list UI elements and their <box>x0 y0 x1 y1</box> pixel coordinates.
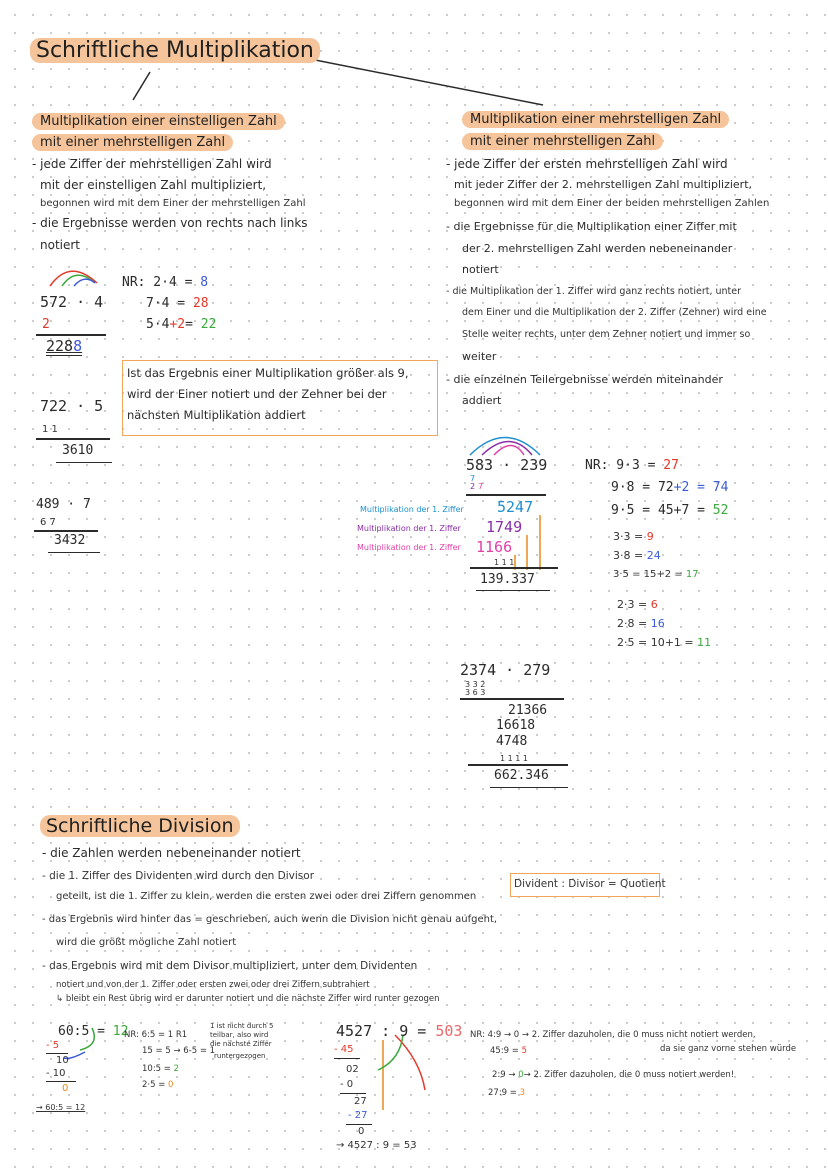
right-line-7: - die Multiplikation der 1. Ziffer wird ganz rechts notiert, unter <box>446 286 742 297</box>
div-ex1-step-2: 10 <box>56 1055 69 1066</box>
nr2-line-8: 2·8 = 16 <box>617 617 665 630</box>
left-line-2: mit der einstelligen Zahl multipliziert, <box>40 178 267 192</box>
div-ex1-step-3: - 10 <box>46 1068 66 1079</box>
div-ex1-answer: → 60:5 = 12 <box>36 1103 86 1112</box>
ex5-row-2: 16618 <box>496 718 536 733</box>
ex3-carry: 6 7 <box>40 517 56 528</box>
ex4-carry-2: 2 <box>470 482 476 491</box>
div-ex2-step-3: - 0 <box>340 1079 354 1090</box>
ex1-carry: 2 <box>42 317 50 332</box>
right-line-11: - die einzelnen Teilergebnisse werden miteinander <box>446 373 723 386</box>
div-ex1-step-4: 0 <box>62 1083 69 1094</box>
ex5-row-1: 21366 <box>508 703 548 718</box>
right-line-6: notiert <box>462 263 499 276</box>
nr2-line-4: 3·3 = 9 <box>613 530 654 543</box>
div-nr1-line-2: 15 = 5 → 6-5 = 1 <box>142 1046 216 1056</box>
nr1-line-1: NR: 2·4 = 8 <box>122 275 209 290</box>
div-line-3: geteilt, ist die 1. Ziffer zu klein, werden die ersten zwei oder drei Ziffern genommen <box>56 891 477 902</box>
ex4-row-1: 5247 <box>497 498 534 516</box>
left-heading-2: mit einer mehrstelligen Zahl <box>32 135 233 150</box>
nr2-line-7: 2·3 = 6 <box>617 598 658 611</box>
div-line-8: ↳ bleibt ein Rest übrig wird er darunter notiert und die nächste Ziffer wird runter gezogen <box>56 994 440 1004</box>
div-line-5: wird die größt mögliche Zahl notiert <box>56 937 237 948</box>
div-ex2-rule-2 <box>340 1093 366 1094</box>
nr2-line-1: NR: 9·3 = 27 <box>585 458 679 473</box>
ex5-carry-1: 3 3 2 <box>465 680 486 689</box>
nr2-line-2: 9·8 = 72+2 = 74 <box>611 480 729 495</box>
ex3-result: 3432 <box>54 533 86 548</box>
formula: Divident : Divisor = Quotient <box>514 878 666 890</box>
right-heading-1: Multiplikation einer mehrstelligen Zahl <box>462 112 729 127</box>
right-line-9: Stelle weiter rechts, unter dem Zehner notiert und immer so <box>462 329 751 340</box>
ex5-sum-rule <box>468 764 568 766</box>
ex4-label-3: Multiplikation der 1. Ziffer <box>357 543 461 552</box>
div-nr2-line-2c: da sie ganz vorne stehen würde <box>660 1044 797 1054</box>
ex5-result: 662.346 <box>494 768 549 783</box>
ex2-rule <box>36 438 110 440</box>
div-ex1-step-1: - 5 <box>46 1040 60 1051</box>
div-nr1-note-1: 1 ist nicht durch 5 <box>210 1022 274 1030</box>
note-line-2: wird der Einer notiert und der Zehner bei der <box>127 387 387 401</box>
mult-title: Schriftliche Multiplikation <box>30 38 320 63</box>
div-ex2-rule-3 <box>346 1124 372 1125</box>
div-line-1: - die Zahlen werden nebeneinander notiert <box>42 846 301 860</box>
ex5-carry-row: 1 1 1 1 <box>500 754 528 763</box>
nr2-line-6: 3·5 = 15+2 = 17 <box>613 569 699 580</box>
right-line-5: der 2. mehrstelligen Zahl werden nebeneinander <box>462 242 733 255</box>
ex4-row-2: 1749 <box>486 518 523 536</box>
right-line-4: - die Ergebnisse für die Multiplikation einer Ziffer mit <box>446 220 737 233</box>
ex4-row-3: 1166 <box>476 538 513 556</box>
note-line-3: nächsten Multiplikation addiert <box>127 408 306 422</box>
left-line-3: begonnen wird mit dem Einer der mehrstelligen Zahl <box>40 198 306 209</box>
ex4-sum-rule <box>470 567 558 569</box>
ex5-row-3: 4748 <box>496 734 528 749</box>
div-nr2-line-3: 2:9 → 0→ 2. Ziffer dazuholen, die 0 muss notiert werden! <box>492 1070 735 1080</box>
left-heading-1: Multiplikation einer einstelligen Zahl <box>32 114 285 129</box>
ex5-task: 2374 · 279 <box>460 661 551 679</box>
ex3-rule <box>34 530 98 532</box>
note-line-1: Ist das Ergebnis einer Multiplikation größer als 9, <box>127 366 409 380</box>
ex4-task: 583 · 239 <box>466 456 548 474</box>
div-nr2-line-2: 45:9 = 5 <box>490 1046 528 1056</box>
ex1-result: 2288 <box>46 337 83 355</box>
right-line-3: begonnen wird mit dem Einer der beiden mehrstelligen Zahlen <box>454 198 770 209</box>
left-line-5: notiert <box>40 238 81 252</box>
div-nr2-line-4: 27:9 = 3 <box>488 1088 526 1098</box>
right-line-8: dem Einer und die Multiplikation der 2. Ziffer (Zehner) wird eine <box>462 307 767 318</box>
div-ex1-rule-1 <box>46 1053 68 1054</box>
right-line-12: addiert <box>462 394 502 407</box>
ex4-rule <box>466 494 546 496</box>
left-line-1: - jede Ziffer der mehrstelligen Zahl wird <box>32 157 272 171</box>
ex5-carry-2: 3 6 3 <box>465 688 486 697</box>
nr2-line-5: 3·8 = 24 <box>613 549 661 562</box>
right-line-10: weiter <box>462 350 497 363</box>
ex2-task: 722 · 5 <box>40 397 104 415</box>
div-title: Schriftliche Division <box>40 815 240 837</box>
ex3-rule-2 <box>48 552 100 553</box>
div-ex2-step-1: - 45 <box>334 1044 354 1055</box>
div-nr1-note-4: runtergezogen <box>214 1052 266 1060</box>
ex4-carry-3: 7 <box>478 482 484 491</box>
div-ex2-step-5: - 27 <box>348 1110 368 1121</box>
div-nr1-line-1: NR: 6:5 = 1 R1 <box>124 1030 188 1040</box>
div-nr1-note-2: teilbar, also wird <box>210 1031 269 1039</box>
right-heading-2: mit einer mehrstelligen Zahl <box>462 134 663 149</box>
div-ex2-rule-1 <box>334 1058 360 1059</box>
div-nr1-line-3: 10:5 = 2 <box>142 1064 180 1074</box>
div-nr2-line-1: NR: 4:9 → 0 → 2. Ziffer dazuholen, die 0 muss nicht notiert werden, <box>470 1030 756 1040</box>
ex1-rule <box>36 334 106 336</box>
div-nr1-note-3: die nächste Ziffer <box>210 1040 272 1048</box>
div-ex2-step-4: 27 <box>354 1096 367 1107</box>
ex3-task: 489 · 7 <box>36 497 91 512</box>
ex4-result: 139.337 <box>480 572 535 587</box>
div-line-2: - die 1. Ziffer des Dividenten wird durch den Divisor <box>42 870 315 882</box>
nr2-line-9: 2·5 = 10+1 = 11 <box>617 636 712 649</box>
div-ex2-step-6: 0 <box>358 1126 365 1137</box>
left-line-4: - die Ergebnisse werden von rechts nach links <box>32 216 308 230</box>
right-line-2: mit jeder Ziffer der 2. mehrstelligen Zahl multipliziert, <box>454 178 753 191</box>
div-ex2-answer: → 4527 : 9 = 53 <box>336 1140 417 1151</box>
nr1-line-2: 7·4 = 28 <box>146 296 209 311</box>
ex2-result: 3610 <box>62 443 94 458</box>
div-line-4: - das Ergebnis wird hinter das = geschrieben, auch wenn die Division nicht genau aufgeht, <box>42 914 498 925</box>
ex4-label-1: Multiplikation der 1. Ziffer <box>360 505 464 514</box>
ex5-rule <box>460 698 564 700</box>
ex4-label-2: Multiplikation der 1. Ziffer <box>357 524 461 533</box>
nr2-line-3: 9·5 = 45+7 = 52 <box>611 503 729 518</box>
ex2-rule-2 <box>56 462 112 463</box>
div-nr1-line-4: 2·5 = 0 <box>142 1080 174 1090</box>
ex5-result-rule <box>490 787 568 788</box>
div-ex2-step-2: 02 <box>346 1064 359 1075</box>
div-line-6: - das Ergebnis wird mit dem Divisor multipliziert, unter dem Dividenten <box>42 960 418 972</box>
div-ex1-rule-2 <box>46 1081 76 1082</box>
ex4-carry-row: 1 1 1 <box>494 558 515 567</box>
ex2-carry: 1 1 <box>42 424 58 435</box>
nr1-line-3: 5·4+2= 22 <box>146 317 217 332</box>
ex4-carry-1: 7 <box>470 474 476 483</box>
div-line-7: notiert und von der 1. Ziffer oder ersten zwei oder drei Ziffern subtrahiert <box>56 980 370 990</box>
ex1-task: 572 · 4 <box>40 293 104 311</box>
ex4-result-rule <box>476 590 550 591</box>
div-ex2-task: 4527 : 9 = 503 <box>336 1022 463 1040</box>
div-ex1-task: 60:5 = 12 <box>58 1024 129 1039</box>
right-line-1: - jede Ziffer der ersten mehrstelligen Zahl wird <box>446 157 728 171</box>
